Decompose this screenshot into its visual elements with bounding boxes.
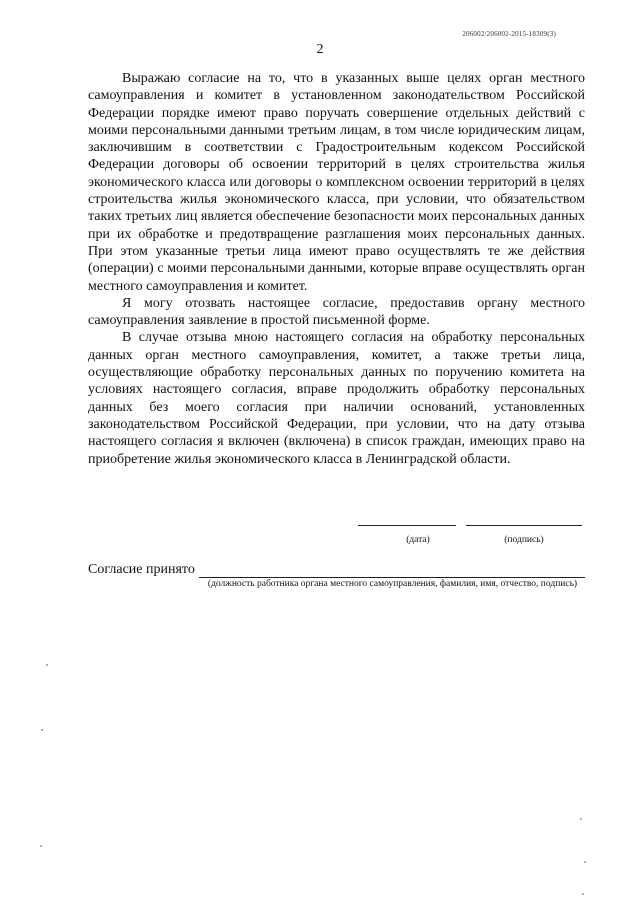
acceptance-label: Согласие принято <box>88 562 195 577</box>
scan-speck <box>584 861 586 863</box>
signature-block <box>358 525 582 555</box>
scan-speck <box>582 893 584 895</box>
acceptance-caption: (должность работника органа местного самоуправления, фамилия, имя, отчество, подпись) <box>207 579 578 589</box>
paragraph-revoke: Я могу отозвать настоящее согласие, предоставив органу местного самоуправления заявление в простой письменной форме. <box>88 295 585 329</box>
scan-speck <box>580 818 582 820</box>
scan-speck <box>46 664 48 666</box>
acceptance-row <box>88 562 585 578</box>
scan-speck <box>41 729 43 731</box>
page-number: 2 <box>316 42 324 57</box>
date-caption: (дата) <box>406 535 430 545</box>
document-number: 206002/206002-2015-18309(3) <box>462 30 556 38</box>
scan-speck <box>40 845 42 847</box>
acceptance-line <box>199 565 585 578</box>
paragraph-consent: Выражаю согласие на то, что в указанных выше целях орган местного самоуправления и комитет в установленном законодательством Российской Федерации порядке имеют право поручать совершение отдельных действий с моими персональными данными третьим лицам, в том числе юридическим лицам, заключившим в соответствии с Градостроительным кодексом Российской Федерации договоры об освоении территорий в целях строительства жилья экономического класса или договоры о комплексном освоении территорий в целях строительства жилья экономического класса, при условии, что обязательством таких третьих лиц является обеспечение безопасности моих персональных данных при их обработке и предотвращение разглашения моих персональных данных. При этом указанные третьи лица имеют право осуществлять те же действия (операции) с моими персональными данными, которые вправе осуществлять орган местного самоуправления и комитет. <box>88 71 585 294</box>
document-body <box>88 70 585 468</box>
signature-caption: (подпись) <box>504 535 544 545</box>
date-line <box>358 525 456 526</box>
signature-line <box>466 525 582 526</box>
paragraph-revocation-case: В случае отзыва мною настоящего согласия на обработку персональных данных орган местного самоуправления, комитет, а также третьи лица, осуществляющие обработку персональных данных по поручению комитета на условиях настоящего согласия, вправе продолжить обработку персональных данных без моего согласия при наличии оснований, установленных законодательством Российской Федерации, при условии, что на дату отзыва настоящего согласия я включен (включена) в список граждан, имеющих право на приобретение жилья экономического класса в Ленинградской области. <box>88 330 585 467</box>
